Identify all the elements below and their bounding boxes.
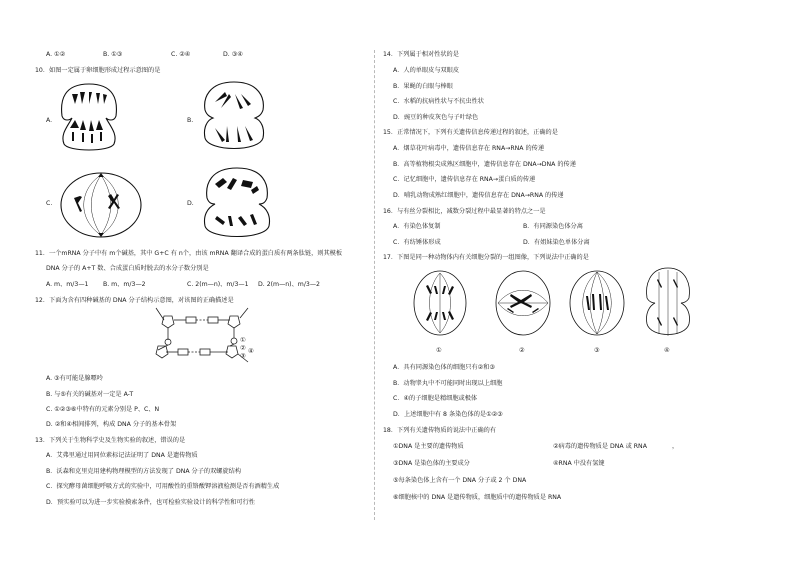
q12-option-b: B. 与⑤有关的碱基对一定是 A-T (46, 391, 134, 398)
q13-stem: 13．下列关于生物科学史及生物实验的叙述，错误的是 (35, 437, 186, 444)
q17-option-c: C．④的子细胞是精细胞或极体 (393, 395, 478, 402)
q12-stem: 12．下面为含有四种碱基的 DNA 分子结构示意图，对该图的正确描述是 (35, 297, 234, 304)
q15-stem: 15．正常情况下，下列有关遗传信息传递过程的叙述，正确的是 (383, 129, 558, 136)
q10-cell-a-figure (58, 82, 120, 154)
q17-option-d: D．上述细胞中有 8 条染色体的是①②③ (393, 411, 503, 418)
q17-label-2: ② (519, 347, 525, 354)
q18-stem: 18．下列有关遗传物质的说法中正确的有 (383, 427, 497, 434)
q10-cell-c-figure (58, 170, 144, 240)
q14-stem: 14．下列属于相对性状的是 (383, 51, 459, 58)
q17-cell-4-figure (643, 266, 693, 340)
q18-item-2: ②病毒的遗传物质是 DNA 或 RNA (553, 443, 647, 450)
q13-option-d: D．预实验可以为进一步实验摸索条件，也可检验实验设计的科学性和可行性 (46, 499, 255, 506)
q11-option-a: A. m、m/3—1 (46, 281, 89, 288)
q10-cell-d-figure (201, 166, 273, 244)
q10-label-b: B. (187, 117, 194, 124)
q18-item-1: ①DNA 是主要的遗传物质 (393, 443, 464, 450)
q12-dna-diagram (144, 306, 264, 364)
column-divider (374, 50, 375, 520)
q11-option-c: C. 2(m—n)、m/3—1 (187, 281, 249, 288)
q17-option-a: A．具有同源染色体的细胞只有②和③ (393, 364, 495, 371)
q14-option-a: A．人的单眼皮与双眼皮 (393, 67, 460, 74)
q10-cell-b-figure (201, 80, 267, 156)
q17-cell-1-figure (412, 268, 468, 338)
q11-option-b: B. m、m/3—2 (103, 281, 146, 288)
q16-option-a: A．有染色体复制 (393, 223, 441, 230)
q12-label-2: ② (240, 344, 246, 352)
q13-option-a: A．艾弗里通过用同位素标记法证明了 DNA 是遗传物质 (46, 452, 198, 459)
q13-option-b: B．沃森和克里克用建构物理模型的方法发现了 DNA 分子的双螺旋结构 (46, 468, 242, 475)
q18-item-2-trailing: ， (672, 443, 679, 450)
q18-item-3: ③DNA 是染色体的主要成分 (393, 460, 470, 467)
q10-label-a: A. (46, 117, 53, 124)
q17-option-b: B．动物睾丸中不可能同时出现以上细胞 (393, 380, 503, 387)
q17-label-4: ④ (664, 347, 670, 354)
q17-label-3: ③ (594, 347, 600, 354)
q18-item-6: ⑥细胞核中的 DNA 是遗传物质，细胞质中的遗传物质是 RNA (393, 494, 562, 501)
q10-stem: 10．如图一定属于卵细胞形成过程示意图的是 (35, 67, 161, 74)
q16-option-d: D．有姐妹染色单体分离 (523, 239, 590, 246)
q17-label-1: ① (436, 347, 442, 354)
q12-option-a: A. ③有可能是腺嘌呤 (46, 375, 103, 382)
q9-option-c: C. ②④ (171, 51, 191, 58)
q9-option-a: A. ①② (46, 51, 66, 58)
q16-stem: 16．与有丝分裂相比，减数分裂过程中最显著的特点之一是 (383, 208, 546, 215)
q9-option-b: B. ①③ (103, 51, 123, 58)
q17-cell-2-figure (494, 268, 552, 338)
q17-stem: 17．下图是同一种动物体内有关细胞分裂的一组图像，下列说法中正确的是 (383, 254, 589, 261)
q11-stem-line2: DNA 分子的 A+T 数、合成蛋白质时脱去的水分子数分别是 (46, 265, 209, 272)
q18-item-4: ④RNA 中没有氢键 (553, 460, 605, 467)
q18-item-5: ⑤每条染色体上含有一个 DNA 分子或 2 个 DNA (393, 477, 527, 484)
q13-option-c: C．探究酵母菌细胞呼吸方式的实验中，可用酸性的重铬酸钾溶液检测是否有酒精生成 (46, 483, 280, 490)
q9-option-d: D. ③④ (223, 51, 243, 58)
q14-option-d: D．豌豆的种皮灰色与子叶绿色 (393, 114, 479, 121)
q14-option-c: C．水稻的抗病性状与不抗虫性状 (393, 98, 484, 105)
q17-cell-3-figure (568, 268, 626, 338)
q11-option-d: D. 2(m—n)、m/3—2 (258, 281, 320, 288)
q10-label-d: D. (187, 200, 194, 207)
q16-option-b: B．有同源染色体分离 (523, 223, 583, 230)
q10-label-c: C. (46, 200, 53, 207)
q12-label-4: ④ (248, 347, 254, 355)
q15-option-a: A．烟草花叶病毒中，遗传信息存在 RNA→RNA 的传递 (393, 145, 545, 152)
q14-option-b: B．果蝇的白眼与棒眼 (393, 83, 453, 90)
q12-label-3: ③ (240, 352, 246, 360)
q12-option-d: D. ②和④相间排列，构成 DNA 分子的基本骨架 (46, 421, 177, 428)
q15-option-b: B．高等植物根尖成熟区细胞中，遗传信息存在 DNA→DNA 的传递 (393, 161, 576, 168)
q12-option-c: C. ①②③⑥中特有的元素分别是 P、C、N (46, 406, 160, 413)
q11-stem-line1: 11．一个mRNA 分子中有 m个碱基，其中 G+C 有 n个，由该 mRNA 翻译合成的蛋白质有两条肽链，则其模板 (35, 250, 343, 257)
q15-option-c: C．记忆细胞中，遗传信息存在 RNA→蛋白质的传递 (393, 176, 536, 183)
q16-option-c: C．有纺锤体形成 (393, 239, 441, 246)
q12-label-1: ① (240, 336, 246, 344)
q15-option-d: D．哺乳动物成熟红细胞中，遗传信息存在 DNA→RNA 的传递 (393, 192, 564, 199)
